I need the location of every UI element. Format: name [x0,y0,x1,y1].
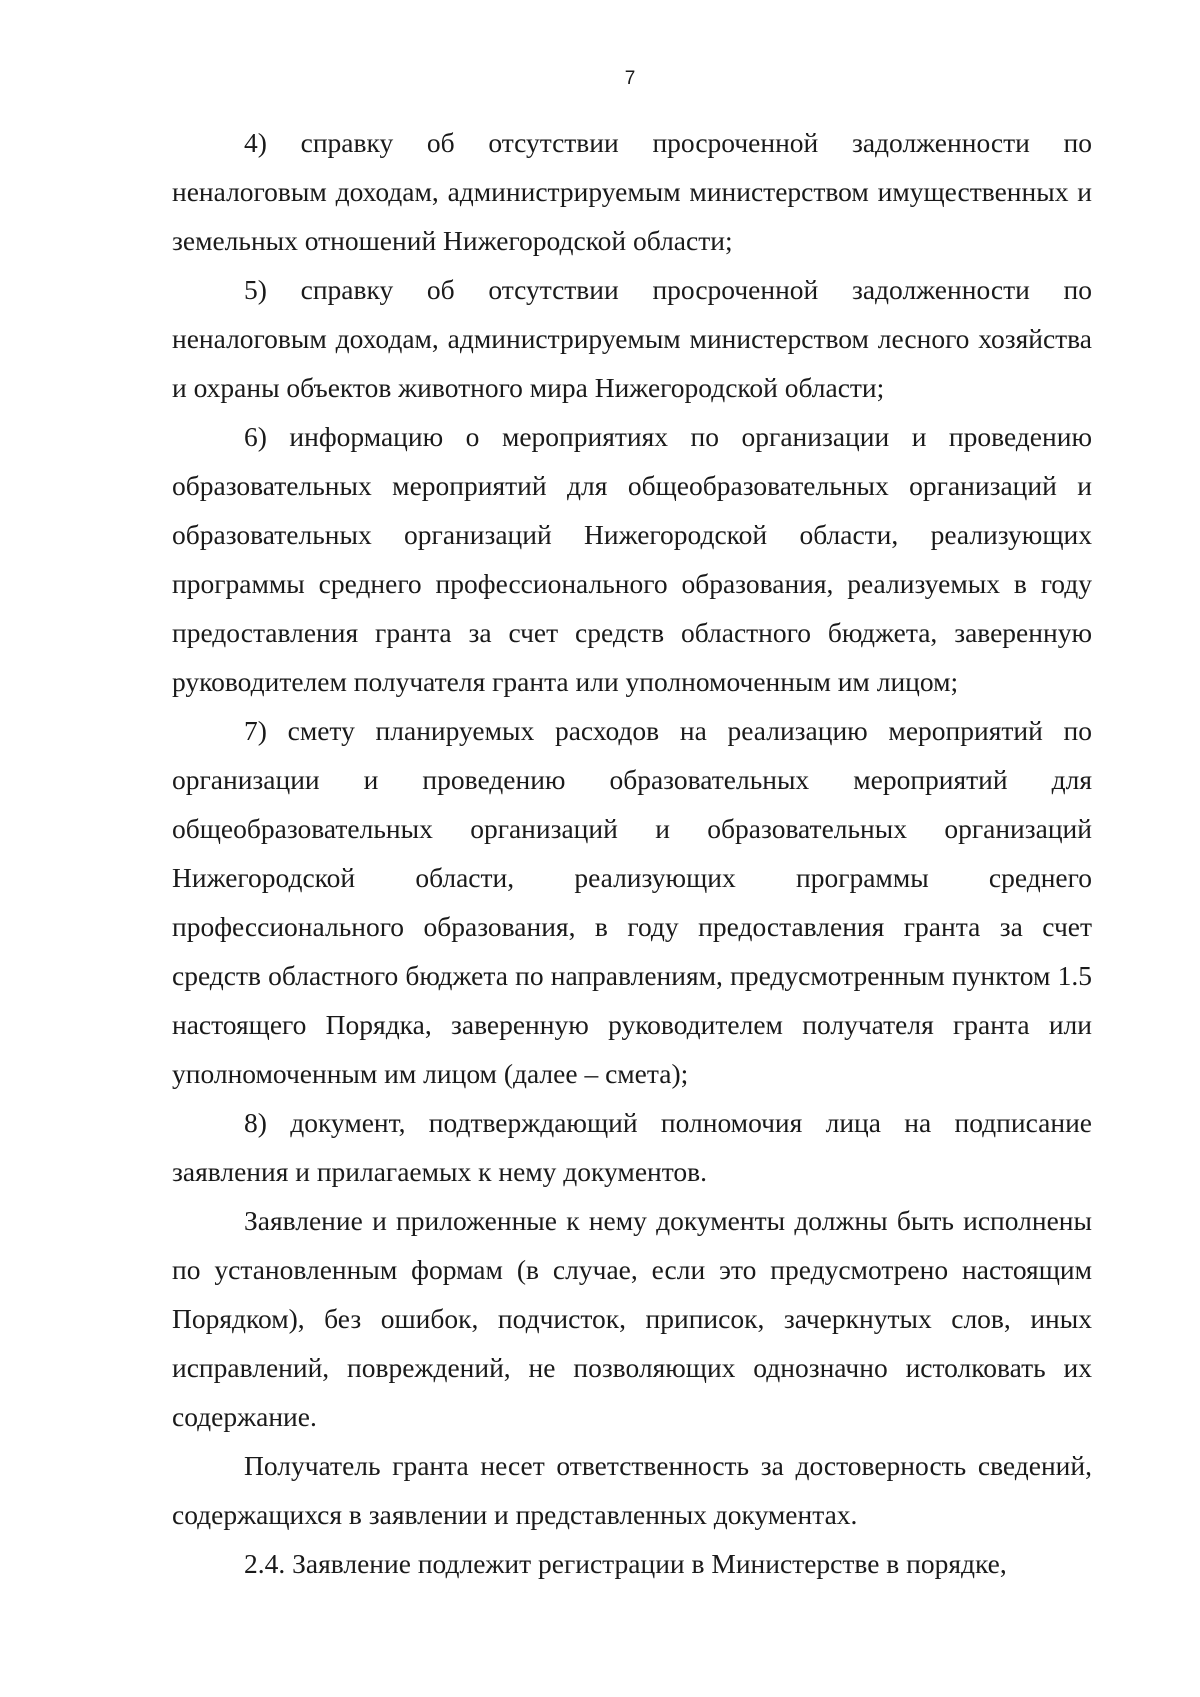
paragraph-requirements: Заявление и приложенные к нему документы должны быть исполнены по установленным формам (в случае, если это предусмотрено настоящим Порядком), без ошибок, подчисток, приписок, зачеркнутых слов, иных исправлений, повреждений, не позволяющих однозначно истолковать их содержание. [172,1205,1092,1432]
list-item-6: 6) информацию о мероприятиях по организации и проведению образовательных мероприятий для общеобразовательных организаций и образовательных организаций Нижегородской области, реализующих программы среднего профессионального образования, реализуемых в году предоставления гранта за счет средств областного бюджета, заверенную руководителем получателя гранта или уполномоченным им лицом; [172,421,1092,697]
list-item-8: 8) документ, подтверждающий полномочия лица на подписание заявления и прилагаемых к нему документов. [172,1107,1092,1187]
document-body [172,118,1092,1588]
paragraph-responsibility: Получатель гранта несет ответственность за достоверность сведений, содержащихся в заявлении и представленных документах. [172,1450,1092,1530]
list-item-4: 4) справку об отсутствии просроченной задолженности по неналоговым доходам, администрируемым министерством имущественных и земельных отношений Нижегородской области; [172,127,1092,256]
page-number: 7 [624,68,636,89]
paragraph-2-4: 2.4. Заявление подлежит регистрации в Министерстве в порядке, [244,1548,1007,1579]
list-item-7: 7) смету планируемых расходов на реализацию мероприятий по организации и проведению образовательных мероприятий для общеобразовательных организаций и образовательных организаций Нижегородской области, реализующих программы среднего профессионального образования, в году предоставления гранта за счет средств областного бюджета по направлениям, предусмотренным пунктом 1.5 настоящего Порядка, заверенную руководителем получателя гранта или уполномоченным им лицом (далее – смета); [172,715,1092,1089]
list-item-5: 5) справку об отсутствии просроченной задолженности по неналоговым доходам, администрируемым министерством лесного хозяйства и охраны объектов животного мира Нижегородской области; [172,274,1092,403]
